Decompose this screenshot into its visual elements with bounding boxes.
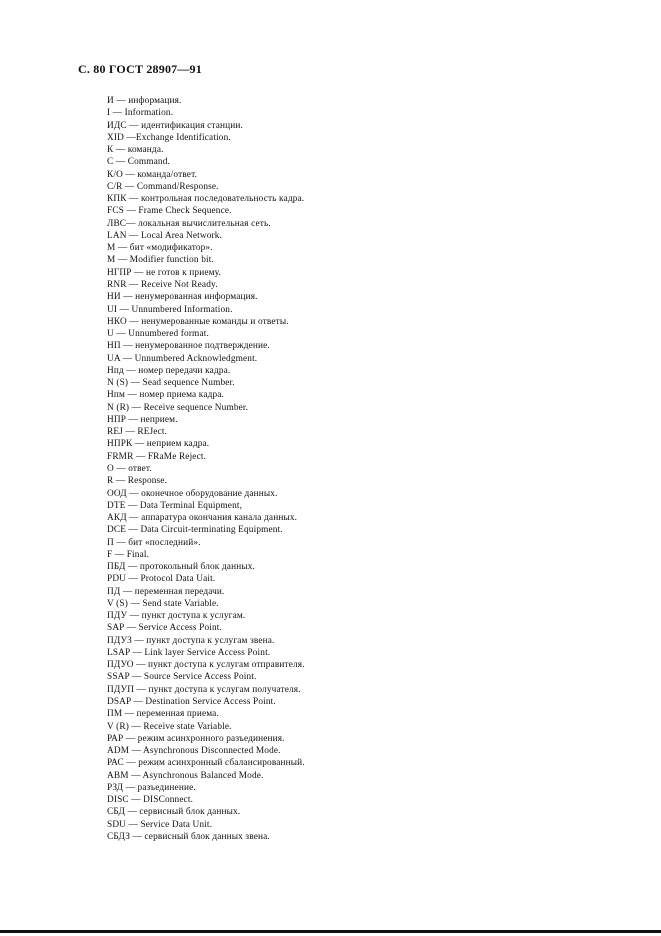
abbreviation-entry: Нпд — номер передачи кадра.	[107, 365, 231, 376]
abbreviation-entry: ПДУО — пункт доступа к услугам отправителя.	[107, 660, 305, 671]
abbreviation-entry: НПР — неприем.	[107, 414, 178, 425]
abbreviation-entry: RNR — Receive Not Ready.	[107, 279, 218, 290]
abbreviation-entry: SSAP — Source Service Access Point.	[107, 672, 257, 683]
abbreviation-entry: РАР — режим асинхронного разъединения.	[107, 733, 285, 744]
abbreviation-entry: РАС — режим асинхронный сбалансированный.	[107, 758, 305, 769]
abbreviation-list	[107, 95, 305, 843]
abbreviation-entry: К/О — команда/ответ.	[107, 169, 198, 180]
standard-designation: ГОСТ 28907—91	[108, 62, 202, 76]
abbreviation-entry: N (S) — Sead sequence Number.	[107, 378, 235, 389]
abbreviation-entry: ИДС — идентификация станции.	[107, 120, 243, 131]
abbreviation-entry: I — Information.	[107, 108, 174, 119]
abbreviation-entry: ПДУ — пункт доступа к услугам.	[107, 611, 246, 622]
abbreviation-entry: SDU — Service Data Unit.	[107, 819, 213, 830]
abbreviation-entry: КПК — контрольная последовательность кадра.	[107, 194, 305, 205]
abbreviation-entry: FRMR — FRaMe Reject.	[107, 451, 207, 462]
abbreviation-entry: ADM — Asynchronous Disconnected Mode.	[107, 746, 281, 757]
page-header	[78, 62, 202, 77]
abbreviation-entry: DSAP — Destination Service Access Point.	[107, 697, 276, 708]
abbreviation-entry: DCE — Data Circuit-terminating Equipment.	[107, 525, 283, 536]
bottom-border-line	[0, 930, 661, 933]
abbreviation-entry: ПДУЗ — пункт доступа к услугам звена.	[107, 635, 275, 646]
page-number: С. 80	[78, 62, 106, 76]
abbreviation-entry: R — Response.	[107, 476, 168, 487]
abbreviation-entry: О — ответ.	[107, 463, 152, 474]
abbreviation-entry: СБДЗ — сервисный блок данных звена.	[107, 831, 270, 842]
abbreviation-entry: DISC — DISConnect.	[107, 795, 194, 806]
abbreviation-entry: C — Command.	[107, 157, 171, 168]
abbreviation-entry: АКД — аппаратура окончания канала данных.	[107, 513, 298, 524]
abbreviation-entry: НИ — ненумерованная информация.	[107, 292, 258, 303]
abbreviation-entry: SAP — Service Access Point.	[107, 623, 223, 634]
abbreviation-entry: ЛВС— локальная вычислительная сеть.	[107, 218, 271, 229]
abbreviation-entry: C/R — Command/Response.	[107, 181, 219, 192]
abbreviation-entry: СБД — сервисный блок данных.	[107, 807, 241, 818]
abbreviation-entry: XID —Exchange Identification.	[107, 132, 231, 143]
abbreviation-entry: И — информация.	[107, 96, 182, 106]
abbreviation-entry: НКО — ненумерованные команды и ответы.	[107, 316, 289, 327]
abbreviation-entry: V (R) — Receive state Variable.	[107, 721, 232, 732]
abbreviation-entry: НПРК — неприем кадра.	[107, 439, 210, 450]
abbreviation-entry: REJ — REJect.	[107, 427, 168, 438]
abbreviation-entry: PDU — Protocol Data Uait.	[107, 574, 216, 585]
abbreviation-entry: Нпм — номер приема кадра.	[107, 390, 225, 401]
abbreviation-entry: UI — Unnumbered Information.	[107, 304, 233, 315]
abbreviation-entry: U — Unnumbered format.	[107, 329, 209, 340]
abbreviation-entry: UA — Unnumbered Acknowledgment.	[107, 353, 258, 364]
abbreviation-entry: ПМ — переменная приема.	[107, 709, 219, 720]
abbreviation-entry: К — команда.	[107, 145, 164, 156]
abbreviation-entry: НГПР — не готов к приему.	[107, 267, 221, 278]
abbreviation-entry: N (R) — Receive sequence Number.	[107, 402, 249, 413]
abbreviation-entry: П — бит «последний».	[107, 537, 201, 548]
abbreviation-entry: ПД — переменная передачи.	[107, 586, 225, 597]
abbreviation-entry: V (S) — Send state Variable.	[107, 598, 219, 609]
abbreviation-entry: ABM — Asynchronous Balanced Mode.	[107, 770, 264, 781]
abbreviation-entry: FCS — Frame Check Sequence.	[107, 206, 232, 217]
abbreviation-entry: ПБД — протокольный блок данных.	[107, 562, 255, 573]
abbreviation-entry: LSAP — Link layer Service Access Point.	[107, 647, 271, 658]
abbreviation-entry: М — Modifier function bit.	[107, 255, 214, 266]
abbreviation-entry: РЗД — разъединение.	[107, 782, 196, 793]
abbreviation-entry: LAN — Local Area Network.	[107, 230, 223, 241]
abbreviation-entry: М — бит «модификатор».	[107, 243, 213, 254]
abbreviation-entry: НП — ненумерованное подтверждение.	[107, 341, 270, 352]
abbreviation-entry: DTE — Data Terminal Equipment,	[107, 500, 243, 511]
abbreviation-entry: ООД — оконечное оборудование данных.	[107, 488, 278, 499]
abbreviation-entry: F — Final.	[107, 549, 150, 560]
abbreviation-entry: ПДУП — пункт доступа к услугам получателя.	[107, 684, 301, 695]
